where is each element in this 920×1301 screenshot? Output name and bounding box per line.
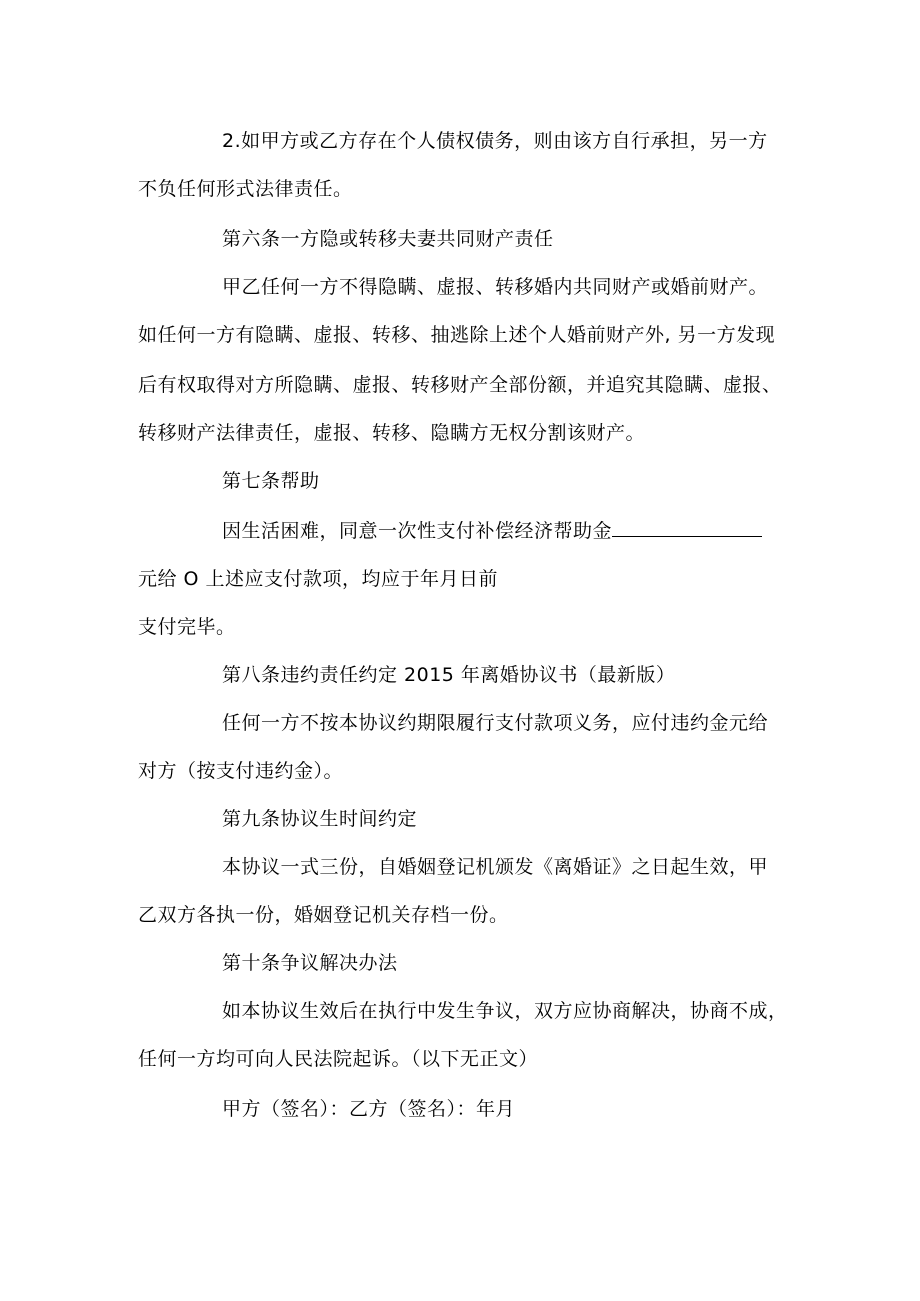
debt-clause-line-1: 2.如甲方或乙方存在个人债权债务，则由该方自行承担，另一方 [222, 130, 768, 152]
article-7-heading: 第七条帮助 [222, 470, 320, 492]
article-6-heading: 第六条一方隐或转移夫妻共同财产责任 [222, 228, 554, 250]
article-6-line-1: 甲乙任何一方不得隐瞒、虚报、转移婚内共同财产或婚前财产。 [222, 276, 769, 298]
debt-clause-line-2: 不负任何形式法律责任。 [138, 178, 353, 200]
article-8-heading: 第八条违约责任约定 2015 年离婚协议书（最新版） [222, 664, 676, 686]
article-9-line-2: 乙双方各执一份，婚姻登记机关存档一份。 [138, 904, 509, 926]
article-8-line-2: 对方（按支付违约金）。 [138, 760, 344, 782]
article-6-line-4: 转移财产法律责任，虚报、转移、隐瞒方无权分割该财产。 [138, 422, 646, 444]
article-7-line-1 [222, 518, 762, 544]
article-9-heading: 第九条协议生时间约定 [222, 808, 418, 830]
amount-blank [612, 518, 762, 537]
article-9-line-1: 本协议一式三份，自婚姻登记机颁发《离婚证》之日起生效，甲 [222, 856, 769, 878]
article-7-line-1-text: 因生活困难，同意一次性支付补偿经济帮助金 [222, 520, 613, 542]
article-8-line-1: 任何一方不按本协议约期限履行支付款项义务，应付违约金元给 [222, 712, 769, 734]
article-7-line-2: 元给 O 上述应支付款项，均应于年月日前 [138, 568, 499, 590]
article-6-line-2: 如任何一方有隐瞒、虚报、转移、抽逃除上述个人婚前财产外, 另一方发现 [138, 324, 776, 346]
article-10-line-1: 如本协议生效后在执行中发生争议，双方应协商解决，协商不成， [222, 1000, 788, 1022]
article-10-heading: 第十条争议解决办法 [222, 952, 398, 974]
article-7-line-3: 支付完毕。 [138, 616, 236, 638]
signature-line: 甲方（签名）：乙方（签名）：年月 [222, 1098, 516, 1120]
article-6-line-3: 后有权取得对方所隐瞒、虚报、转移财产全部份额，并追究其隐瞒、虚报、 [138, 374, 782, 396]
article-10-line-2: 任何一方均可向人民法院起诉。（以下无正文） [138, 1048, 539, 1070]
